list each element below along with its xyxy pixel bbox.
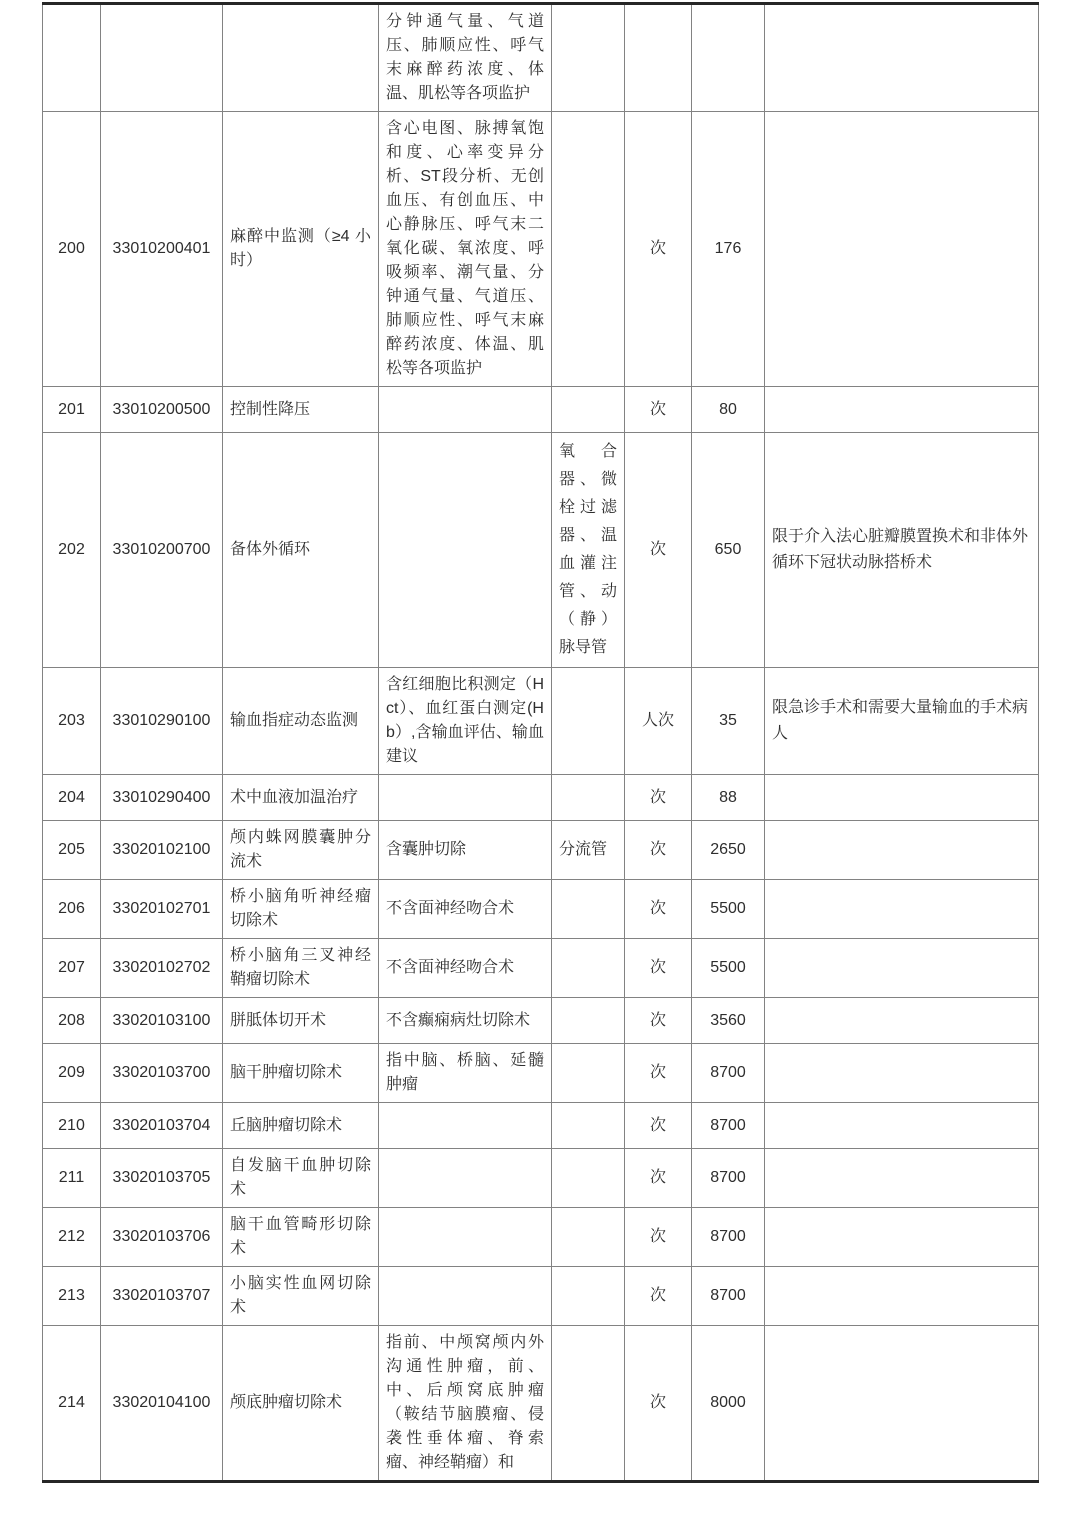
cell-price: 8700 [692, 1103, 765, 1149]
cell-description: 含囊肿切除 [379, 821, 552, 880]
cell-price: 8000 [692, 1326, 765, 1482]
cell-price: 3560 [692, 998, 765, 1044]
cell-price: 8700 [692, 1149, 765, 1208]
cell-name: 脑干肿瘤切除术 [223, 1044, 379, 1103]
cell-unit: 次 [625, 821, 692, 880]
table-row [43, 998, 1039, 1044]
table-row [43, 1149, 1039, 1208]
cell-price: 2650 [692, 821, 765, 880]
cell-code: 33020103100 [101, 998, 223, 1044]
cell-note [765, 998, 1039, 1044]
cell-name: 小脑实性血网切除术 [223, 1267, 379, 1326]
cell-serial: 214 [43, 1326, 101, 1482]
cell-name: 输血指症动态监测 [223, 668, 379, 775]
cell-note [765, 1149, 1039, 1208]
cell-name: 桥小脑角三叉神经鞘瘤切除术 [223, 939, 379, 998]
cell-consumables [552, 775, 625, 821]
cell-serial: 207 [43, 939, 101, 998]
cell-name: 术中血液加温治疗 [223, 775, 379, 821]
cell-price: 650 [692, 433, 765, 668]
cell-code: 33010200500 [101, 387, 223, 433]
cell-consumables [552, 1044, 625, 1103]
cell-serial: 203 [43, 668, 101, 775]
cell-serial: 208 [43, 998, 101, 1044]
cell-unit: 次 [625, 998, 692, 1044]
price-table-body [43, 4, 1039, 1482]
cell-note [765, 939, 1039, 998]
cell-unit: 次 [625, 939, 692, 998]
cell-price: 8700 [692, 1208, 765, 1267]
table-row [43, 1044, 1039, 1103]
cell-note [765, 775, 1039, 821]
cell-description: 不含面神经吻合术 [379, 880, 552, 939]
cell-note [765, 387, 1039, 433]
cell-description [379, 1267, 552, 1326]
cell-code: 33010290400 [101, 775, 223, 821]
cell-code: 33020103700 [101, 1044, 223, 1103]
cell-unit: 人次 [625, 668, 692, 775]
cell-consumables [552, 1149, 625, 1208]
cell-unit: 次 [625, 1208, 692, 1267]
cell-consumables [552, 939, 625, 998]
cell-serial: 200 [43, 112, 101, 387]
cell-name: 备体外循环 [223, 433, 379, 668]
cell-name [223, 4, 379, 112]
cell-description [379, 775, 552, 821]
cell-serial: 213 [43, 1267, 101, 1326]
cell-description [379, 1149, 552, 1208]
cell-name: 桥小脑角听神经瘤切除术 [223, 880, 379, 939]
cell-unit: 次 [625, 112, 692, 387]
cell-description: 不含面神经吻合术 [379, 939, 552, 998]
cell-code: 33020103704 [101, 1103, 223, 1149]
cell-code: 33020103706 [101, 1208, 223, 1267]
cell-code: 33020104100 [101, 1326, 223, 1482]
cell-code: 33010200700 [101, 433, 223, 668]
cell-description [379, 387, 552, 433]
table-row [43, 1267, 1039, 1326]
cell-consumables [552, 4, 625, 112]
cell-unit: 次 [625, 880, 692, 939]
cell-consumables [552, 387, 625, 433]
cell-note [765, 880, 1039, 939]
cell-consumables: 氧合器、微栓过滤器、温血灌注管、动（静）脉导管 [552, 433, 625, 668]
cell-description: 不含癫痫病灶切除术 [379, 998, 552, 1044]
cell-description: 指前、中颅窝颅内外沟通性肿瘤，前、中、后颅窝底肿瘤（鞍结节脑膜瘤、侵袭性垂体瘤、脊索瘤、神经鞘瘤）和 [379, 1326, 552, 1482]
cell-unit: 次 [625, 1103, 692, 1149]
cell-unit: 次 [625, 1326, 692, 1482]
cell-note [765, 1326, 1039, 1482]
cell-description [379, 1208, 552, 1267]
cell-name: 脑干血管畸形切除术 [223, 1208, 379, 1267]
cell-note [765, 1208, 1039, 1267]
cell-price: 80 [692, 387, 765, 433]
cell-name: 麻醉中监测（≥4 小时） [223, 112, 379, 387]
cell-unit: 次 [625, 1044, 692, 1103]
cell-consumables [552, 1326, 625, 1482]
cell-note [765, 1044, 1039, 1103]
cell-consumables: 分流管 [552, 821, 625, 880]
cell-description [379, 1103, 552, 1149]
cell-code: 33020103705 [101, 1149, 223, 1208]
cell-unit: 次 [625, 1149, 692, 1208]
cell-price: 5500 [692, 939, 765, 998]
cell-consumables [552, 1208, 625, 1267]
cell-note [765, 1267, 1039, 1326]
cell-note: 限于介入法心脏瓣膜置换术和非体外循环下冠状动脉搭桥术 [765, 433, 1039, 668]
cell-description: 含红细胞比积测定（Hct）、血红蛋白测定(Hb）,含输血评估、输血建议 [379, 668, 552, 775]
cell-price: 5500 [692, 880, 765, 939]
cell-code: 33020102701 [101, 880, 223, 939]
cell-name: 控制性降压 [223, 387, 379, 433]
table-row [43, 939, 1039, 998]
cell-consumables [552, 1103, 625, 1149]
cell-price: 35 [692, 668, 765, 775]
table-row [43, 1326, 1039, 1482]
cell-code: 33020102100 [101, 821, 223, 880]
cell-price: 8700 [692, 1267, 765, 1326]
cell-unit: 次 [625, 775, 692, 821]
cell-name: 颅底肿瘤切除术 [223, 1326, 379, 1482]
cell-unit: 次 [625, 1267, 692, 1326]
cell-unit: 次 [625, 433, 692, 668]
cell-serial: 202 [43, 433, 101, 668]
cell-note [765, 4, 1039, 112]
cell-description [379, 433, 552, 668]
table-row [43, 775, 1039, 821]
cell-note [765, 112, 1039, 387]
table-row [43, 112, 1039, 387]
cell-serial: 210 [43, 1103, 101, 1149]
cell-consumables [552, 112, 625, 387]
cell-price: 88 [692, 775, 765, 821]
cell-note: 限急诊手术和需要大量输血的手术病人 [765, 668, 1039, 775]
cell-serial: 212 [43, 1208, 101, 1267]
cell-note [765, 821, 1039, 880]
cell-name: 胼胝体切开术 [223, 998, 379, 1044]
cell-consumables [552, 1267, 625, 1326]
cell-price [692, 4, 765, 112]
cell-consumables [552, 998, 625, 1044]
cell-code [101, 4, 223, 112]
cell-serial [43, 4, 101, 112]
cell-code: 33020103707 [101, 1267, 223, 1326]
table-row [43, 433, 1039, 668]
cell-serial: 206 [43, 880, 101, 939]
cell-unit: 次 [625, 387, 692, 433]
cell-consumables [552, 668, 625, 775]
table-row [43, 880, 1039, 939]
price-table [42, 2, 1039, 1483]
cell-code: 33010200401 [101, 112, 223, 387]
cell-price: 8700 [692, 1044, 765, 1103]
cell-description: 分钟通气量、气道压、肺顺应性、呼气末麻醉药浓度、体温、肌松等各项监护 [379, 4, 552, 112]
cell-serial: 205 [43, 821, 101, 880]
table-row [43, 387, 1039, 433]
cell-name: 自发脑干血肿切除术 [223, 1149, 379, 1208]
cell-name: 丘脑肿瘤切除术 [223, 1103, 379, 1149]
cell-code: 33010290100 [101, 668, 223, 775]
cell-description: 指中脑、桥脑、延髓肿瘤 [379, 1044, 552, 1103]
cell-consumables [552, 880, 625, 939]
cell-unit [625, 4, 692, 112]
cell-note [765, 1103, 1039, 1149]
table-row [43, 1103, 1039, 1149]
cell-serial: 201 [43, 387, 101, 433]
table-row [43, 821, 1039, 880]
cell-description: 含心电图、脉搏氧饱和度、心率变异分析、ST段分析、无创血压、有创血压、中心静脉压、呼气末二氧化碳、氧浓度、呼吸频率、潮气量、分钟通气量、气道压、肺顺应性、呼气末麻醉药浓度、体温、肌松等各项监护 [379, 112, 552, 387]
table-row [43, 1208, 1039, 1267]
cell-serial: 209 [43, 1044, 101, 1103]
cell-price: 176 [692, 112, 765, 387]
cell-code: 33020102702 [101, 939, 223, 998]
table-row [43, 668, 1039, 775]
cell-serial: 204 [43, 775, 101, 821]
cell-name: 颅内蛛网膜囊肿分流术 [223, 821, 379, 880]
table-row [43, 4, 1039, 112]
cell-serial: 211 [43, 1149, 101, 1208]
